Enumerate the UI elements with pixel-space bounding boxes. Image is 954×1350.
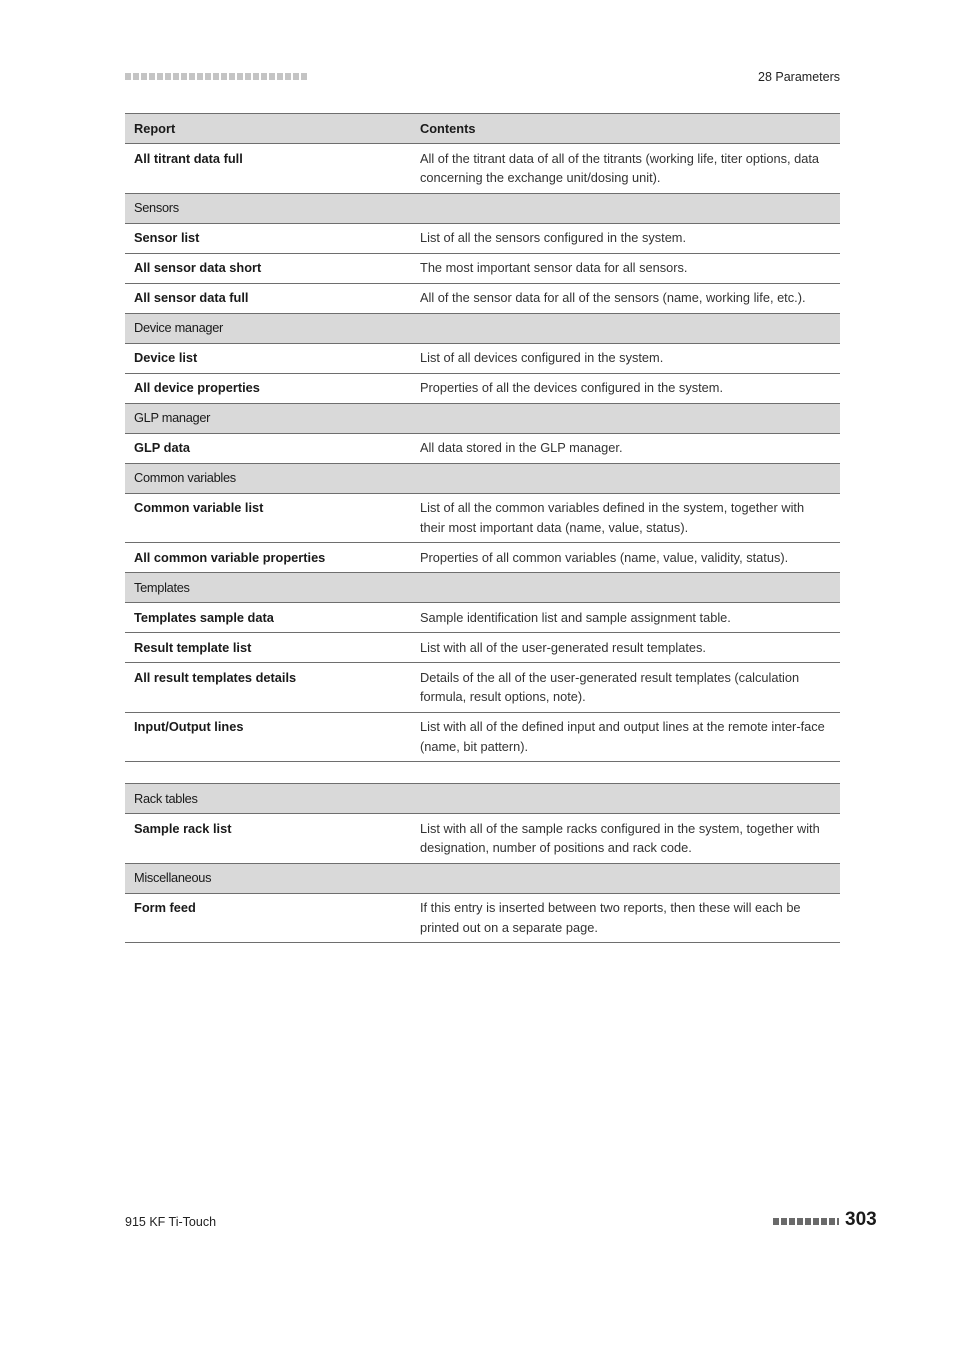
report-contents: List with all of the user-generated result templates. [411,633,840,663]
report-contents: If this entry is inserted between two reports, then these will each be printed out on a separate page. [411,893,840,943]
footer-decoration-squares [773,1218,839,1225]
table-row [125,712,840,762]
report-name: Input/Output lines [125,712,411,762]
table-row [125,373,840,403]
report-name: All result templates details [125,663,411,713]
report-contents: All data stored in the GLP manager. [411,433,840,463]
column-header-contents: Contents [411,114,840,144]
report-contents: All of the sensor data for all of the sensors (name, working life, etc.). [411,283,840,313]
report-contents: List of all the sensors configured in the system. [411,223,840,253]
report-contents: Details of the all of the user-generated result templates (calculation formula, result options, note). [411,663,840,713]
section-row [125,463,840,493]
report-name: All sensor data full [125,283,411,313]
section-label: GLP manager [125,403,411,433]
section-label: Miscellaneous [125,863,411,893]
section-empty-cell [411,863,840,893]
table-row [125,493,840,543]
table-row [125,433,840,463]
report-contents: Properties of all the devices configured in the system. [411,373,840,403]
report-name: Sensor list [125,223,411,253]
table-row [125,814,840,864]
table-row [125,223,840,253]
report-contents: List of all devices configured in the system. [411,343,840,373]
section-label: Common variables [125,463,411,493]
page-number: 303 [845,1209,877,1230]
report-contents: Properties of all common variables (name, value, validity, status). [411,543,840,573]
section-empty-cell [411,573,840,603]
report-name: Sample rack list [125,814,411,864]
table-row [125,893,840,943]
report-name: All sensor data short [125,253,411,283]
section-row [125,573,840,603]
report-table-continued [125,783,840,943]
report-name: Result template list [125,633,411,663]
section-row [125,313,840,343]
section-empty-cell [411,463,840,493]
section-row [125,784,840,814]
report-name: Device list [125,343,411,373]
report-table [125,113,840,762]
report-contents: Sample identification list and sample assignment table. [411,603,840,633]
report-contents: List of all the common variables defined in the system, together with their most important data (name, value, status). [411,493,840,543]
header-decoration-squares [125,73,307,80]
report-table-continued-body [125,784,840,943]
table-row [125,343,840,373]
section-row [125,193,840,223]
section-empty-cell [411,784,840,814]
section-label: Device manager [125,313,411,343]
report-contents: List with all of the sample racks configured in the system, together with designation, number of positions and rack code. [411,814,840,864]
report-name: Common variable list [125,493,411,543]
report-contents: The most important sensor data for all sensors. [411,253,840,283]
chapter-title: 28 Parameters [758,70,840,84]
section-label: Sensors [125,193,411,223]
report-name: All common variable properties [125,543,411,573]
report-name: All device properties [125,373,411,403]
section-label: Rack tables [125,784,411,814]
section-row [125,863,840,893]
table-row [125,633,840,663]
report-name: Templates sample data [125,603,411,633]
section-empty-cell [411,313,840,343]
report-name: All titrant data full [125,144,411,194]
section-label: Templates [125,573,411,603]
table-row [125,543,840,573]
section-empty-cell [411,193,840,223]
table-row [125,253,840,283]
report-contents: List with all of the defined input and output lines at the remote inter-face (name, bit pattern). [411,712,840,762]
table-row [125,663,840,713]
report-contents: All of the titrant data of all of the titrants (working life, titer options, data concerning the exchange unit/dosing unit). [411,144,840,194]
report-table-body [125,144,840,762]
report-name: Form feed [125,893,411,943]
section-empty-cell [411,403,840,433]
table-header-row [125,114,840,144]
table-row [125,144,840,194]
table-row [125,603,840,633]
table-row [125,283,840,313]
section-row [125,403,840,433]
report-name: GLP data [125,433,411,463]
product-name: 915 KF Ti-Touch [125,1215,217,1229]
column-header-report: Report [125,114,411,144]
